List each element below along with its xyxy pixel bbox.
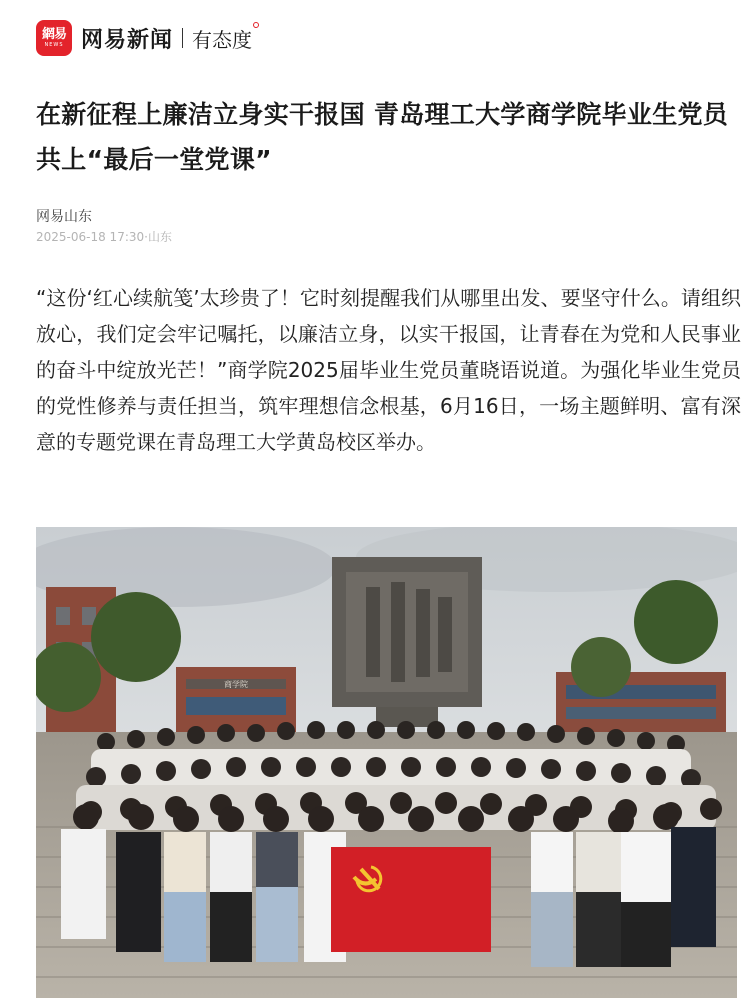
slogan-dot-icon: [253, 22, 259, 28]
logo-sub: NEWS: [44, 42, 64, 48]
group-photo: [36, 527, 737, 998]
party-flag: [331, 847, 491, 952]
article-meta: 2025-06-18 17:30·山东: [36, 230, 172, 244]
group-photo-illustration: [36, 527, 737, 998]
slogan: [192, 24, 252, 53]
tree-left: [91, 592, 181, 682]
slogan-text: 有态度: [192, 27, 253, 52]
building-sign: 商学院: [224, 680, 248, 689]
site-header: [36, 20, 736, 56]
article-paragraph: “这份‘红心续航笺’太珍贵了！它时刻提醒我们从哪里出发、要坚守什么。请组织放心，我们定会牢记嘱托，以廉洁立身，以实干报国，让青春在为党和人民事业的奋斗中绽放光芒！”商学院2025届毕业生党员董晓语说道。为强化毕业生党员的党性修养与责任担当，筑牢理想信念根基，6月16日，一场主题鲜明、富有深意的专题党课在青岛理工大学黄岛校区举办。: [36, 286, 741, 454]
article-source[interactable]: 网易山东: [36, 209, 92, 225]
tree-right: [634, 580, 718, 664]
brand-name[interactable]: 网易新闻: [81, 27, 174, 53]
article-title: 在新征程上廉洁立身实干报国 青岛理工大学商学院毕业生党员共上“最后一堂党课”: [36, 100, 729, 174]
header-divider: [182, 28, 183, 48]
logo-text: 網易: [41, 27, 66, 42]
netease-logo[interactable]: [36, 20, 72, 56]
